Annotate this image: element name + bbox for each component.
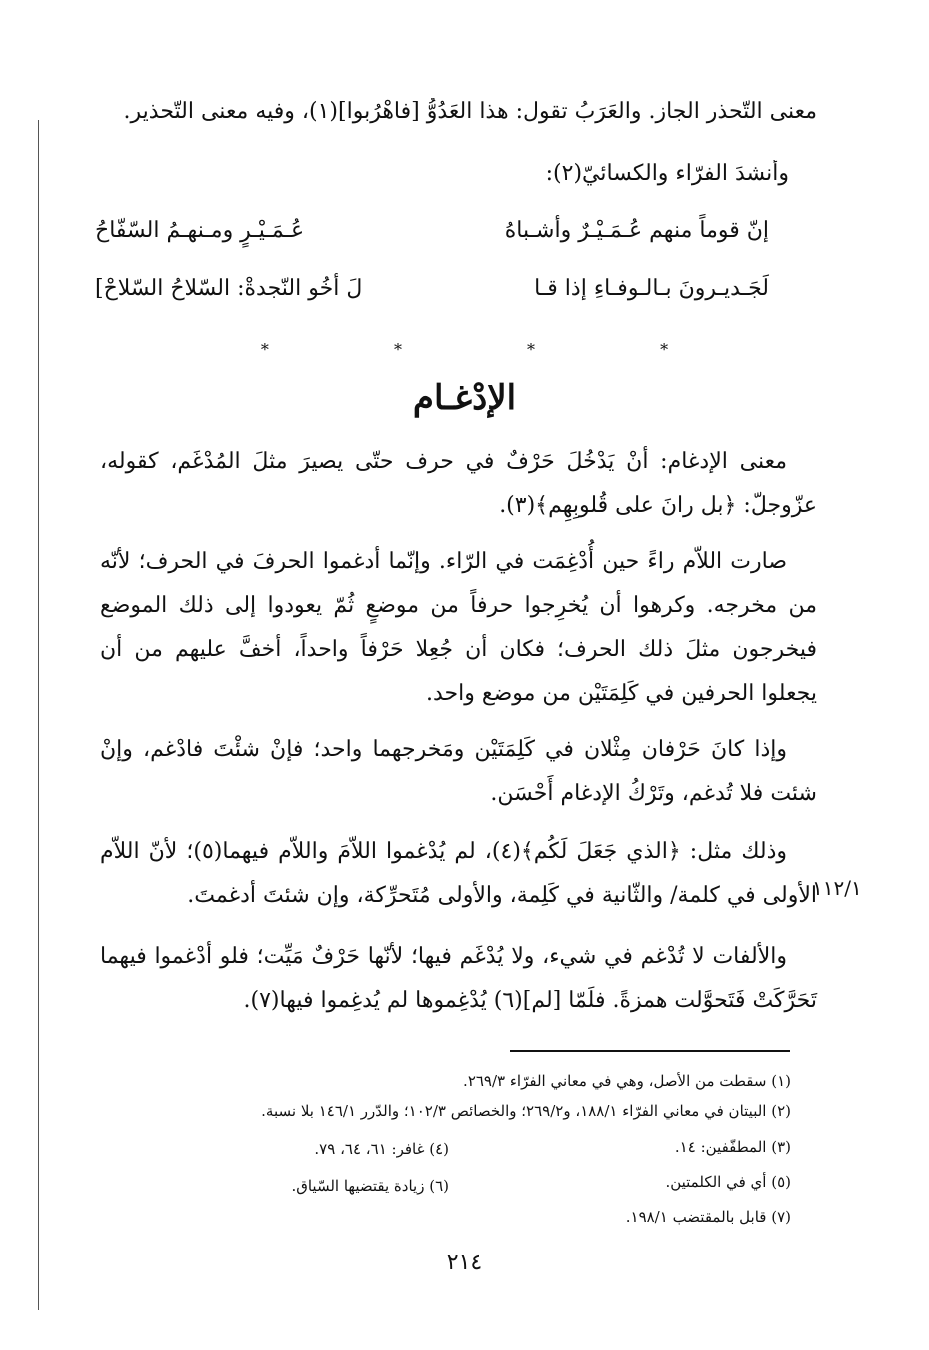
manuscript-folio-note: ١١٢/١ bbox=[812, 876, 862, 900]
verse-1-first-hemistich: إنّ قوماً منهم عُـمَـيْـرٌ وأشـباهُ bbox=[504, 218, 769, 243]
intro-line-2: وأنشدَ الفرّاء والكسائيّ(٢): bbox=[545, 161, 789, 186]
footnote-6: (٦) زيادة يقتضيها السّياق. bbox=[291, 1177, 449, 1195]
intro-line-1: معنى التّحذر الجاز. والعَرَبُ تقول: هذا العَدُوُّ [فاهْرُبوا](١)، وفيه معنى التّحذير. bbox=[123, 99, 817, 124]
verse-1-second-hemistich: عُـمَـيْـرٍ ومـنهـمُ السّفّاحُ bbox=[95, 218, 305, 243]
verse-2-first-hemistich: لَجَـديـرونَ بـالـوفـاءِ إذا قـا bbox=[534, 276, 769, 301]
page-edge-line bbox=[38, 120, 39, 1310]
section-separator: * * * * bbox=[260, 340, 729, 359]
footnote-separator bbox=[510, 1050, 790, 1052]
paragraph-4: وذلك مثل: ﴿الذي جَعَلَ لَكُم﴾(٤)، لم يُدْغموا اللاّمَ واللاّم فيهما(٥)؛ لأنّ اللاّم الأولى في كلمة/ والثّانية في كَلِمة، والأولى مُتَحرِّكة، وإن شئتَ أدغمتَ. bbox=[100, 839, 817, 908]
section-heading: الإدْغـام bbox=[412, 378, 517, 418]
paragraph-1: معنى الإدغام: أنْ يَدْخُلَ حَرْفٌ في حرف حتّى يصيرَ مثلَ المُدْغَم، كقوله، عزّوجلّ: ﴿بل رانَ على قُلوبِهِم﴾(٣). bbox=[100, 449, 817, 518]
paragraph-3: وإذا كانَ حَرْفان مِثْلان في كَلِمَتَيْن ومَخرجهما واحد؛ فإنْ شئْتَ فادْغم، وإنْ شئت فلا تُدغم، وتَرْكُ الإدغام أَحْسَن. bbox=[100, 737, 817, 806]
footnote-4: (٤) غافر: ٦١، ٦٤، ٧٩. bbox=[314, 1140, 449, 1158]
paragraph-2: صارت اللاّم راءً حين أُدْغِمَت في الرّاء. وإنّما أدغموا الحرفَ في الحرف؛ لأنّه من مخرجه. وكرهوا أن يُخرِجوا حرفاً من موضعٍ ثُمّ يعودوا إلى ذلك الموضع فيخرجون مثلَ ذلك الحرف؛ فكان أن جُعِلا حَرْفاً واحداً، أخفَّ عليهم من أن يجعلوا الحرفين في كَلِمَتَيْن من موضع واحد. bbox=[100, 549, 817, 706]
footnote-1: (١) سقطت من الأصل، وهي في معاني الفرّاء ٢٦٩/٣. bbox=[463, 1072, 791, 1090]
footnote-5: (٥) أي في الكلمتين. bbox=[665, 1173, 791, 1191]
paragraph-5: والألفات لا تُدْغم في شيء، ولا يُدْغَم فيها؛ لأنّها حَرْفٌ مَيِّت؛ فلو أدْغموا فيهما تَحَرَّكَتْ فَتَحوَّلت همزةً. فلَمّا [لم](٦) يُدْغِموها لم يُدغِموا فيها(٧). bbox=[100, 944, 817, 1013]
footnote-7: (٧) قابل بالمقتضب ١٩٨/١. bbox=[625, 1208, 791, 1226]
verse-1 bbox=[95, 218, 769, 258]
verse-2-second-hemistich: لَ أخُو النّجدةْ: السّلاحُ السّلاحْ] bbox=[95, 276, 363, 301]
footnote-3: (٣) المطفّفين: ١٤. bbox=[674, 1138, 791, 1156]
page-number: ٢١٤ bbox=[446, 1250, 483, 1275]
verse-2 bbox=[95, 276, 769, 316]
footnote-2: (٢) البيتان في معاني الفرّاء ١٨٨/١، و٢٦٩/٢؛ والخصائص ١٠٢/٣؛ والدّرر ١٤٦/١ بلا نسبة. bbox=[261, 1102, 791, 1120]
